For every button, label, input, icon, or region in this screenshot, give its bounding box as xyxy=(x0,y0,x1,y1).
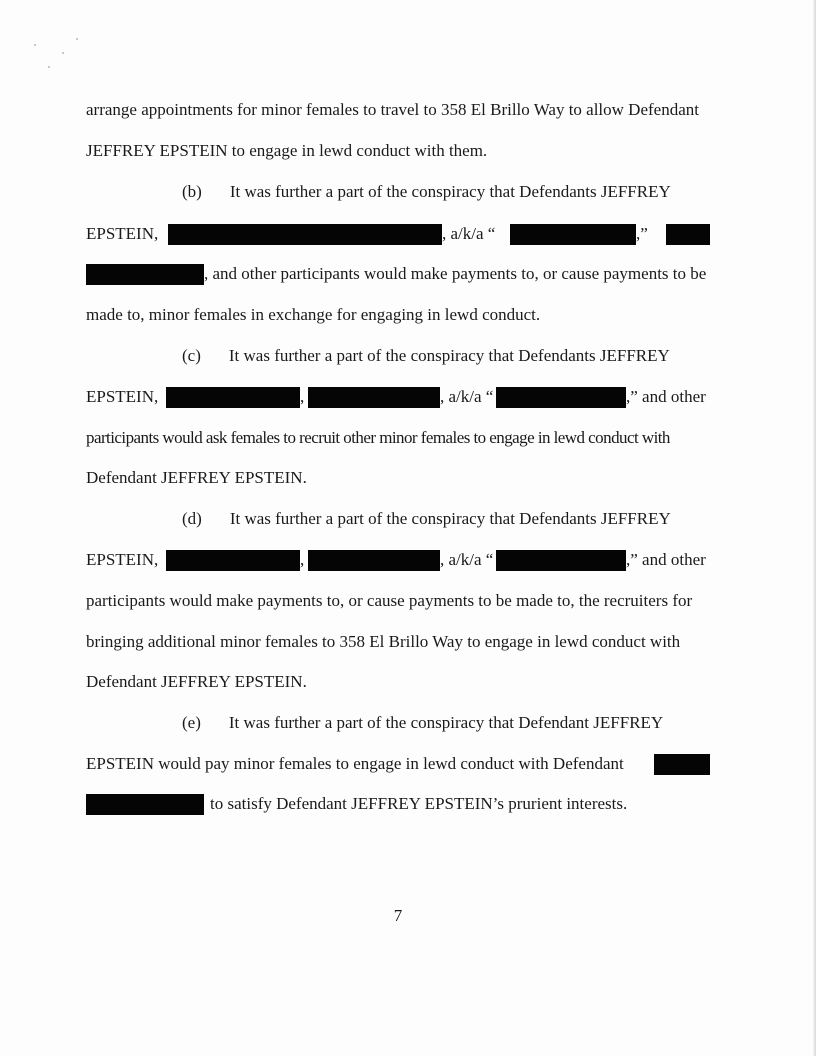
text-run: made to, minor females in exchange for engaging in lewd conduct. xyxy=(86,305,541,324)
text-run: It was further a part of the conspiracy that Defendants JEFFREY xyxy=(229,509,671,528)
text-run: EPSTEIN, xyxy=(86,550,159,569)
paragraph-marker: (b) xyxy=(182,182,202,201)
paragraph-b-line-3 xyxy=(86,262,710,286)
paragraph-d-first-line xyxy=(182,507,710,531)
redaction-bar xyxy=(308,387,440,408)
text-run: EPSTEIN, xyxy=(86,224,159,243)
text-run: ,” xyxy=(636,224,648,243)
paragraph-b-line-2 xyxy=(86,222,710,246)
text-run: It was further a part of the conspiracy that Defendant JEFFREY xyxy=(228,713,664,732)
redaction-bar xyxy=(312,224,442,245)
scan-speck xyxy=(34,44,36,46)
paragraph-e-first-line xyxy=(182,711,710,735)
text-line xyxy=(86,98,710,122)
scan-speck xyxy=(48,66,50,68)
scan-speck xyxy=(62,52,64,54)
text-run: participants would make payments to, or cause payments to be made to, the recruiters for xyxy=(86,591,693,610)
text-run: JEFFREY EPSTEIN to engage in lewd conduct with them. xyxy=(86,141,488,160)
text-run: bringing additional minor females to 358 El Brillo Way to engage in lewd conduct with xyxy=(86,632,681,651)
redaction-bar xyxy=(86,794,204,815)
text-run: Defendant JEFFREY EPSTEIN. xyxy=(86,672,307,691)
text-run: Defendant JEFFREY EPSTEIN. xyxy=(86,468,307,487)
redaction-bar xyxy=(496,550,626,571)
text-run: EPSTEIN, xyxy=(86,387,159,406)
paragraph-marker: (e) xyxy=(182,713,201,732)
redaction-bar xyxy=(166,387,300,408)
text-run: to satisfy Defendant JEFFREY EPSTEIN’s prurient interests. xyxy=(210,794,628,813)
scan-speck xyxy=(76,38,78,40)
redaction-bar xyxy=(654,754,710,775)
text-run: , a/k/a “ xyxy=(440,550,494,569)
text-line xyxy=(86,139,710,163)
redaction-bar xyxy=(308,550,440,571)
text-run: EPSTEIN would pay minor females to engage in lewd conduct with Defendant xyxy=(86,754,624,773)
text-run xyxy=(230,180,710,204)
paragraph-c-line-3 xyxy=(86,426,710,450)
paragraph-c-line-2 xyxy=(86,385,710,409)
paragraph-d-line-5 xyxy=(86,670,710,694)
text-run: , a/k/a “ xyxy=(442,224,496,243)
text-run: , xyxy=(300,550,305,569)
paragraph-c-first-line xyxy=(182,344,710,368)
redaction-bar xyxy=(510,224,636,245)
text-run: It was further a part of the conspiracy that Defendants JEFFREY xyxy=(229,182,671,201)
text-run: arrange appointments for minor females to travel to 358 El Brillo Way to allow Defendant xyxy=(86,100,699,119)
paragraph-marker: (d) xyxy=(182,509,202,528)
paragraph-d-line-4 xyxy=(86,630,710,654)
paragraph-d-line-2 xyxy=(86,548,710,572)
text-run: participants would ask females to recruit other minor females to engage in lewd conduct with xyxy=(86,428,670,447)
redaction-bar xyxy=(86,264,204,285)
paragraph-b-line-4 xyxy=(86,303,710,327)
paragraph-d-line-3 xyxy=(86,589,710,613)
text-run: , xyxy=(300,387,305,406)
text-run: ,” and other xyxy=(626,550,706,569)
redaction-bar xyxy=(166,550,300,571)
paragraph-e-line-3 xyxy=(86,792,710,816)
page-number: 7 xyxy=(393,906,403,925)
redaction-bar xyxy=(666,224,710,245)
paragraph-marker: (c) xyxy=(182,346,201,365)
paragraph-b-first-line xyxy=(182,180,710,204)
paragraph-c-line-4 xyxy=(86,466,710,490)
text-run: ,” and other xyxy=(626,387,706,406)
text-run: , and other participants would make payments to, or cause payments to be xyxy=(204,264,707,283)
text-run: It was further a part of the conspiracy that Defendants JEFFREY xyxy=(228,346,670,365)
redaction-bar xyxy=(496,387,626,408)
paragraph-e-line-2 xyxy=(86,752,710,776)
text-run: , a/k/a “ xyxy=(440,387,494,406)
